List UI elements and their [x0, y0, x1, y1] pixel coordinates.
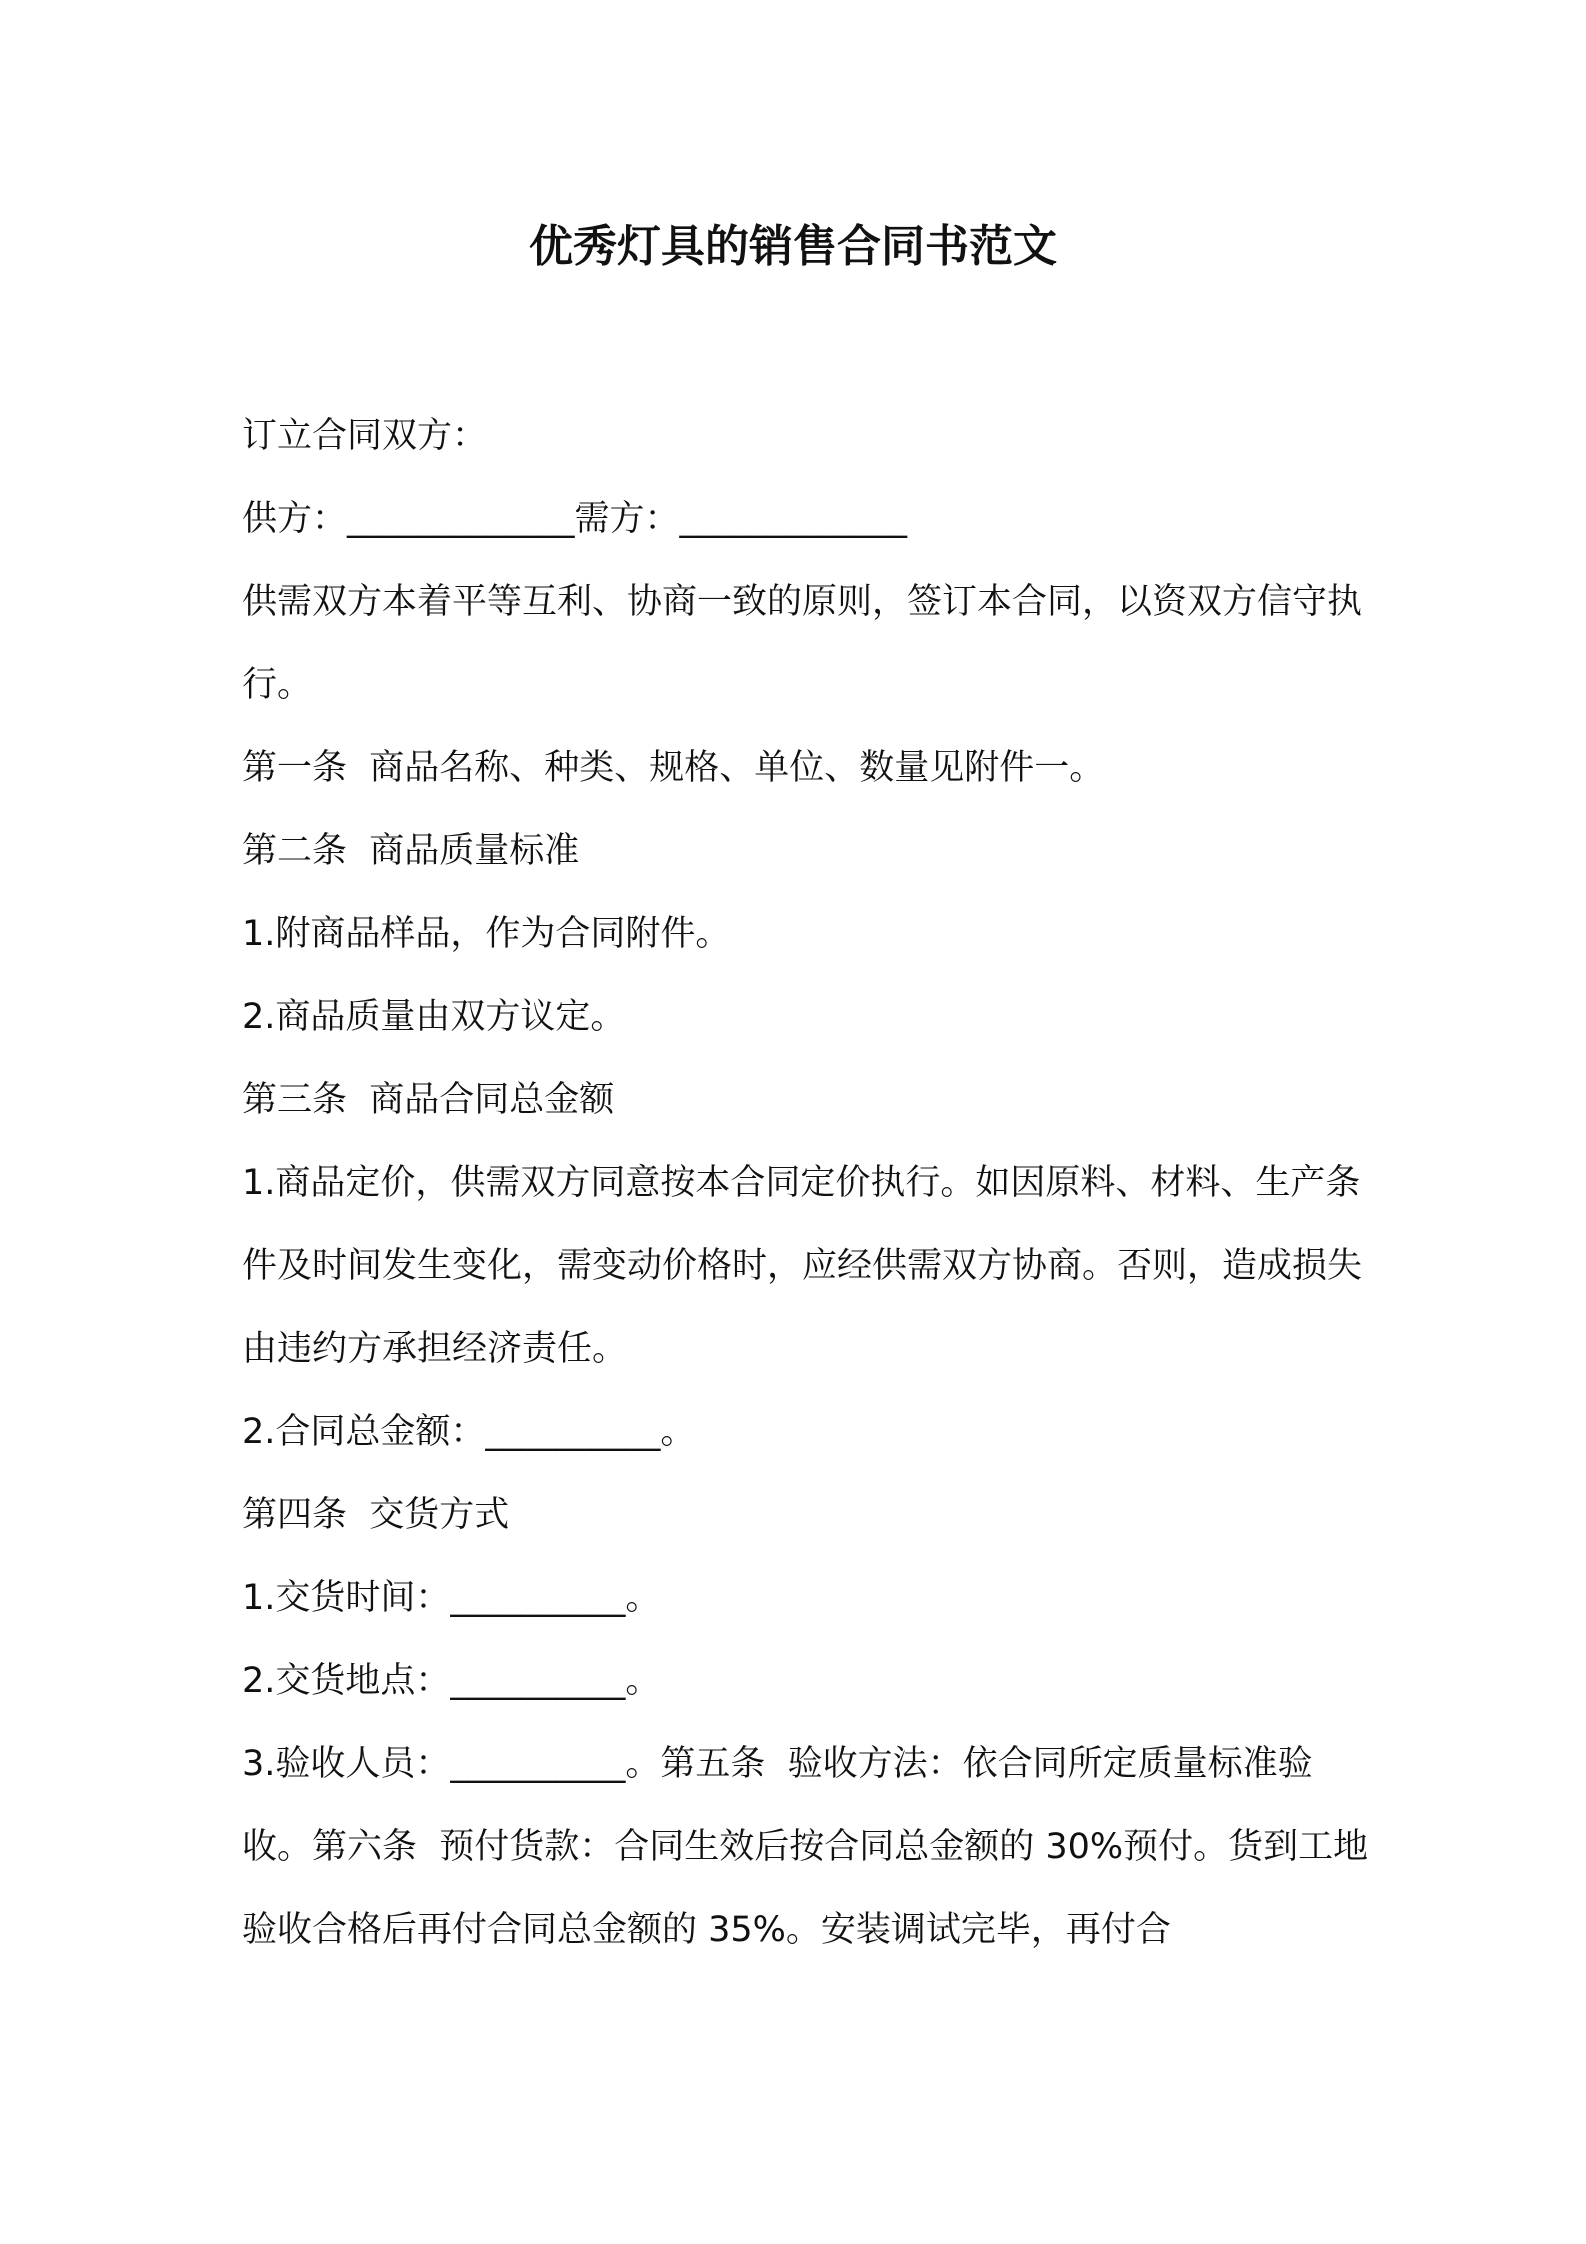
- paragraph-article-3-heading: 第三条 商品合同总金额: [242, 1080, 615, 1120]
- paragraph-principle: 供需双方本着平等互利、协商一致的原则，签订本合同，以资双方信守执行。: [242, 582, 1363, 705]
- document-title: 优秀灯具的销售合同书范文: [529, 221, 1057, 272]
- paragraph-article-1: 第一条 商品名称、种类、规格、单位、数量见附件一。: [242, 748, 1105, 788]
- document-body: [242, 395, 1372, 1972]
- paragraph-parties-heading: 订立合同双方：: [242, 416, 488, 456]
- paragraph-article-4-heading: 第四条 交货方式: [242, 1495, 510, 1535]
- paragraph-article-4-item-3: 3.验收人员：__________。第五条 验收方法：依合同所定质量标准验收。第六条 预付货款：合同生效后按合同总金额的 30%预付。货到工地验收合格后再付合同总金额的 35%。安装调试完毕，再付合: [242, 1744, 1369, 1950]
- paragraph-article-2-heading: 第二条 商品质量标准: [242, 831, 580, 871]
- paragraph-article-2-item-1: 1.附商品样品，作为合同附件。: [242, 914, 731, 954]
- paragraph-article-2-item-2: 2.商品质量由双方议定。: [242, 997, 626, 1037]
- paragraph-article-3-item-1: 1.商品定价，供需双方同意按本合同定价执行。如因原料、材料、生产条件及时间发生变化，需变动价格时，应经供需双方协商。否则，造成损失由违约方承担经济责任。: [242, 1163, 1363, 1369]
- paragraph-supplier-buyer: 供方：_____________需方：_____________: [242, 499, 908, 539]
- paragraph-article-4-item-1: 1.交货时间：__________。: [242, 1578, 661, 1618]
- paragraph-article-3-item-2: 2.合同总金额：__________。: [242, 1412, 696, 1452]
- paragraph-article-4-item-2: 2.交货地点：__________。: [242, 1661, 661, 1701]
